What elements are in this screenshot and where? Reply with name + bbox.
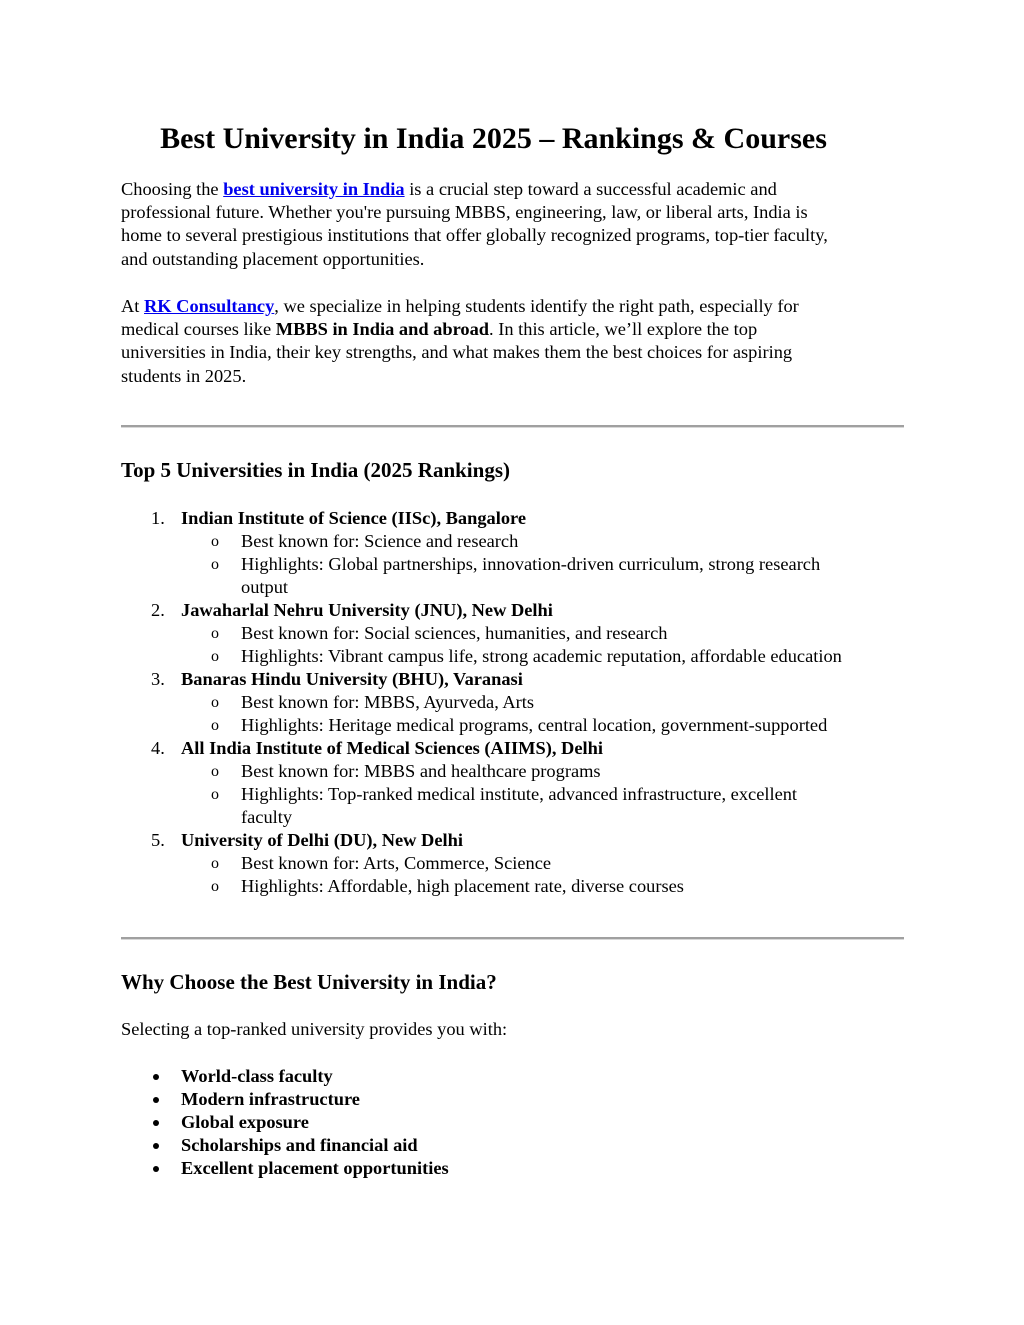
bullet-dot — [153, 1166, 159, 1172]
benefit-item: Modern infrastructure — [181, 1089, 360, 1109]
highlights-continued: output — [241, 577, 289, 597]
best-known-for: Best known for: Social sciences, humanities, and research — [241, 623, 668, 643]
list-number: 1. — [151, 508, 165, 528]
highlights: Highlights: Global partnerships, innovation-driven curriculum, strong research — [241, 554, 821, 574]
why-choose-intro: Selecting a top-ranked university provides you with: — [121, 1019, 508, 1039]
best-known-for: Best known for: Science and research — [241, 531, 519, 551]
about-text: . In this article, we’ll explore the top — [489, 319, 758, 340]
benefit-item: Scholarships and financial aid — [181, 1135, 418, 1155]
university-name: University of Delhi (DU), New Delhi — [181, 830, 463, 850]
sub-bullet-marker: o — [211, 694, 219, 711]
about-bold-text: MBBS in India and abroad — [275, 319, 490, 340]
horizontal-divider — [121, 425, 904, 428]
highlights: Highlights: Top-ranked medical institute, advanced infrastructure, excellent — [241, 784, 798, 804]
highlights: Highlights: Affordable, high placement rate, diverse courses — [241, 876, 684, 896]
best-known-for: Best known for: MBBS, Ayurveda, Arts — [241, 692, 535, 712]
intro-text: is a crucial step toward a successful academic and — [404, 179, 777, 199]
bullet-dot — [153, 1120, 159, 1126]
sub-bullet-marker: o — [211, 648, 219, 665]
rk-consultancy-link[interactable]: RK Consultancy — [144, 296, 275, 316]
sub-bullet-marker: o — [211, 855, 219, 872]
page-title: Best University in India 2025 – Rankings & Courses — [160, 122, 827, 155]
university-name: Banaras Hindu University (BHU), Varanasi — [181, 669, 523, 689]
benefit-item: Excellent placement opportunities — [181, 1158, 449, 1178]
sub-bullet-marker: o — [211, 878, 219, 895]
intro-prefix: Choosing the — [121, 179, 224, 199]
best-known-for: Best known for: Arts, Commerce, Science — [241, 853, 552, 873]
sub-bullet-marker: o — [211, 763, 219, 780]
sub-bullet-marker: o — [211, 533, 219, 550]
about-text: , we specialize in helping students identify the right path, especially for — [274, 296, 799, 316]
university-name: Indian Institute of Science (IISc), Bangalore — [181, 508, 527, 528]
intro-text: and outstanding placement opportunities. — [121, 248, 425, 269]
list-number: 2. — [151, 600, 165, 620]
highlights: Highlights: Heritage medical programs, central location, government-supported — [241, 715, 828, 735]
section-heading-why-choose: Why Choose the Best University in India? — [121, 970, 497, 994]
university-name: All India Institute of Medical Sciences (AIIMS), Delhi — [181, 738, 603, 758]
bullet-dot — [153, 1097, 159, 1103]
highlights-continued: faculty — [241, 807, 293, 827]
bullet-dot — [153, 1143, 159, 1149]
about-text: universities in India, their key strengths, and what makes them the best choices for aspiring — [121, 342, 793, 363]
about-paragraph — [121, 295, 904, 388]
sub-bullet-marker: o — [211, 717, 219, 734]
best-known-for: Best known for: MBBS and healthcare programs — [241, 761, 601, 781]
horizontal-divider — [121, 937, 904, 940]
benefit-item: World-class faculty — [181, 1066, 333, 1086]
section-heading-top-universities: Top 5 Universities in India (2025 Rankings) — [121, 458, 510, 482]
best-university-link[interactable]: best university in India — [223, 179, 405, 199]
about-prefix: At — [121, 296, 144, 316]
intro-text: home to several prestigious institutions that offer globally recognized programs, top-tier faculty, — [121, 225, 828, 246]
sub-bullet-marker: o — [211, 556, 219, 573]
bullet-dot — [153, 1074, 159, 1080]
intro-paragraph — [121, 178, 904, 271]
list-number: 3. — [151, 669, 165, 689]
highlights: Highlights: Vibrant campus life, strong academic reputation, affordable education — [241, 646, 842, 666]
about-text: medical courses like — [121, 319, 276, 340]
sub-bullet-marker: o — [211, 786, 219, 803]
intro-text: professional future. Whether you're pursuing MBBS, engineering, law, or liberal arts, India is — [121, 202, 808, 223]
about-text: students in 2025. — [121, 365, 247, 386]
list-number: 5. — [151, 830, 165, 850]
university-name: Jawaharlal Nehru University (JNU), New Delhi — [181, 600, 553, 620]
list-number: 4. — [151, 738, 165, 758]
sub-bullet-marker: o — [211, 625, 219, 642]
benefit-item: Global exposure — [181, 1112, 309, 1132]
